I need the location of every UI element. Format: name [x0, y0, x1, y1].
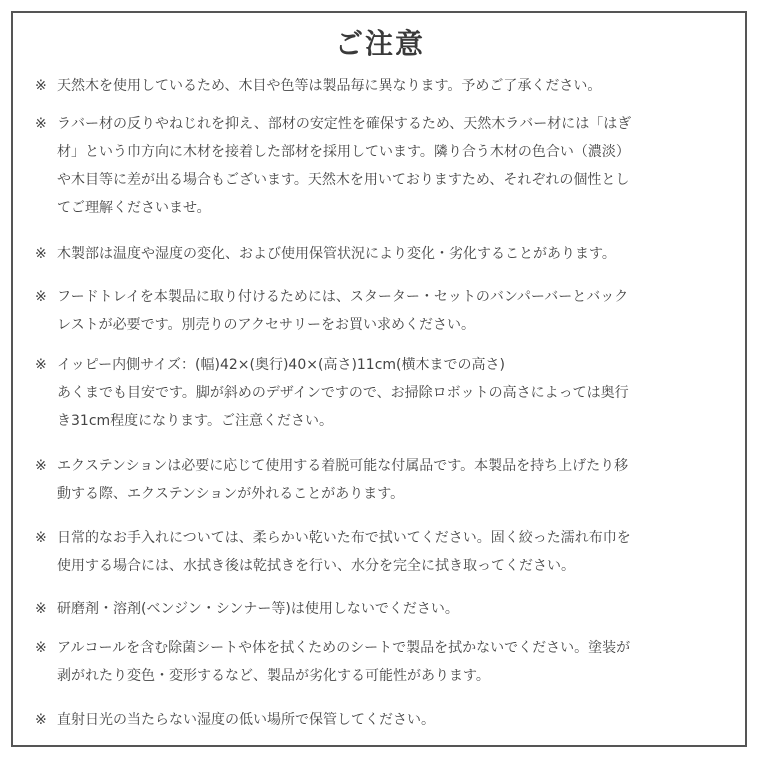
note-line: てご理解くださいませ。	[57, 200, 211, 216]
bullet-mark: ※	[35, 116, 47, 132]
bullet-mark: ※	[35, 601, 47, 617]
note-line: 天然木を使用しているため、木目や色等は製品毎に異なります。予めご了承ください。	[57, 78, 602, 94]
note-line: 動する際、エクステンションが外れることがあります。	[57, 486, 405, 502]
note-item-10	[35, 706, 725, 734]
note-line: 材」という巾方向に木材を接着した部材を採用しています。隣り合う木材の色合い（濃淡）	[57, 144, 630, 160]
note-line: や木目等に差が出る場合もございます。天然木を用いておりますため、それぞれの個性とし	[57, 172, 630, 188]
note-line: 使用する場合には、水拭き後は乾拭きを行い、水分を完全に拭き取ってください。	[57, 558, 575, 574]
note-item-4	[35, 283, 725, 339]
note-line: あくまでも目安です。脚が斜めのデザインですので、お掃除ロボットの高さによっては奥行	[57, 385, 629, 401]
note-line: エクステンションは必要に応じて使用する着脱可能な付属品です。本製品を持ち上げたり移	[57, 458, 629, 474]
bullet-mark: ※	[35, 530, 47, 546]
bullet-mark: ※	[35, 458, 47, 474]
note-line: 剥がれたり変色・変形するなど、製品が劣化する可能性があります。	[57, 668, 490, 684]
note-line: アルコールを含む除菌シートや体を拭くためのシートで製品を拭かないでください。塗装が	[57, 640, 631, 656]
note-item-1	[35, 72, 725, 100]
note-line: ラバー材の反りやねじれを抑え、部材の安定性を確保するため、天然木ラバー材には「はぎ	[57, 116, 632, 132]
page-title: ご注意	[334, 27, 425, 60]
note-line: 日常的なお手入れについては、柔らかい乾いた布で拭いてください。固く絞った濡れ布巾を	[57, 530, 631, 546]
note-line: 木製部は温度や湿度の変化、および使用保管状況により変化・劣化することがあります。	[57, 246, 616, 262]
bullet-mark: ※	[35, 289, 47, 305]
note-item-7	[35, 524, 725, 580]
note-item-5	[35, 351, 725, 435]
bullet-mark: ※	[35, 712, 47, 728]
note-line: き31cm程度になります。ご注意ください。	[57, 413, 334, 429]
note-line: 研磨剤・溶剤(ベンジン・シンナー等)は使用しないでください。	[57, 601, 459, 617]
bullet-mark: ※	[35, 357, 47, 373]
note-line: 直射日光の当たらない湿度の低い場所で保管してください。	[57, 712, 435, 728]
note-line: レストが必要です。別売りのアクセサリーをお買い求めください。	[57, 317, 476, 333]
note-line: イッピー内側サイズ：(幅)42×(奥行)40×(高さ)11cm(横木までの高さ)	[57, 357, 505, 373]
bullet-mark: ※	[35, 640, 47, 656]
note-item-8	[35, 595, 725, 623]
bullet-mark: ※	[35, 78, 47, 94]
note-item-9	[35, 634, 725, 690]
note-item-6	[35, 452, 725, 508]
bullet-mark: ※	[35, 246, 47, 262]
note-item-2	[35, 110, 725, 222]
note-line: フードトレイを本製品に取り付けるためには、スターター・セットのバンパーバーとバック	[57, 289, 629, 305]
note-item-3	[35, 240, 725, 268]
